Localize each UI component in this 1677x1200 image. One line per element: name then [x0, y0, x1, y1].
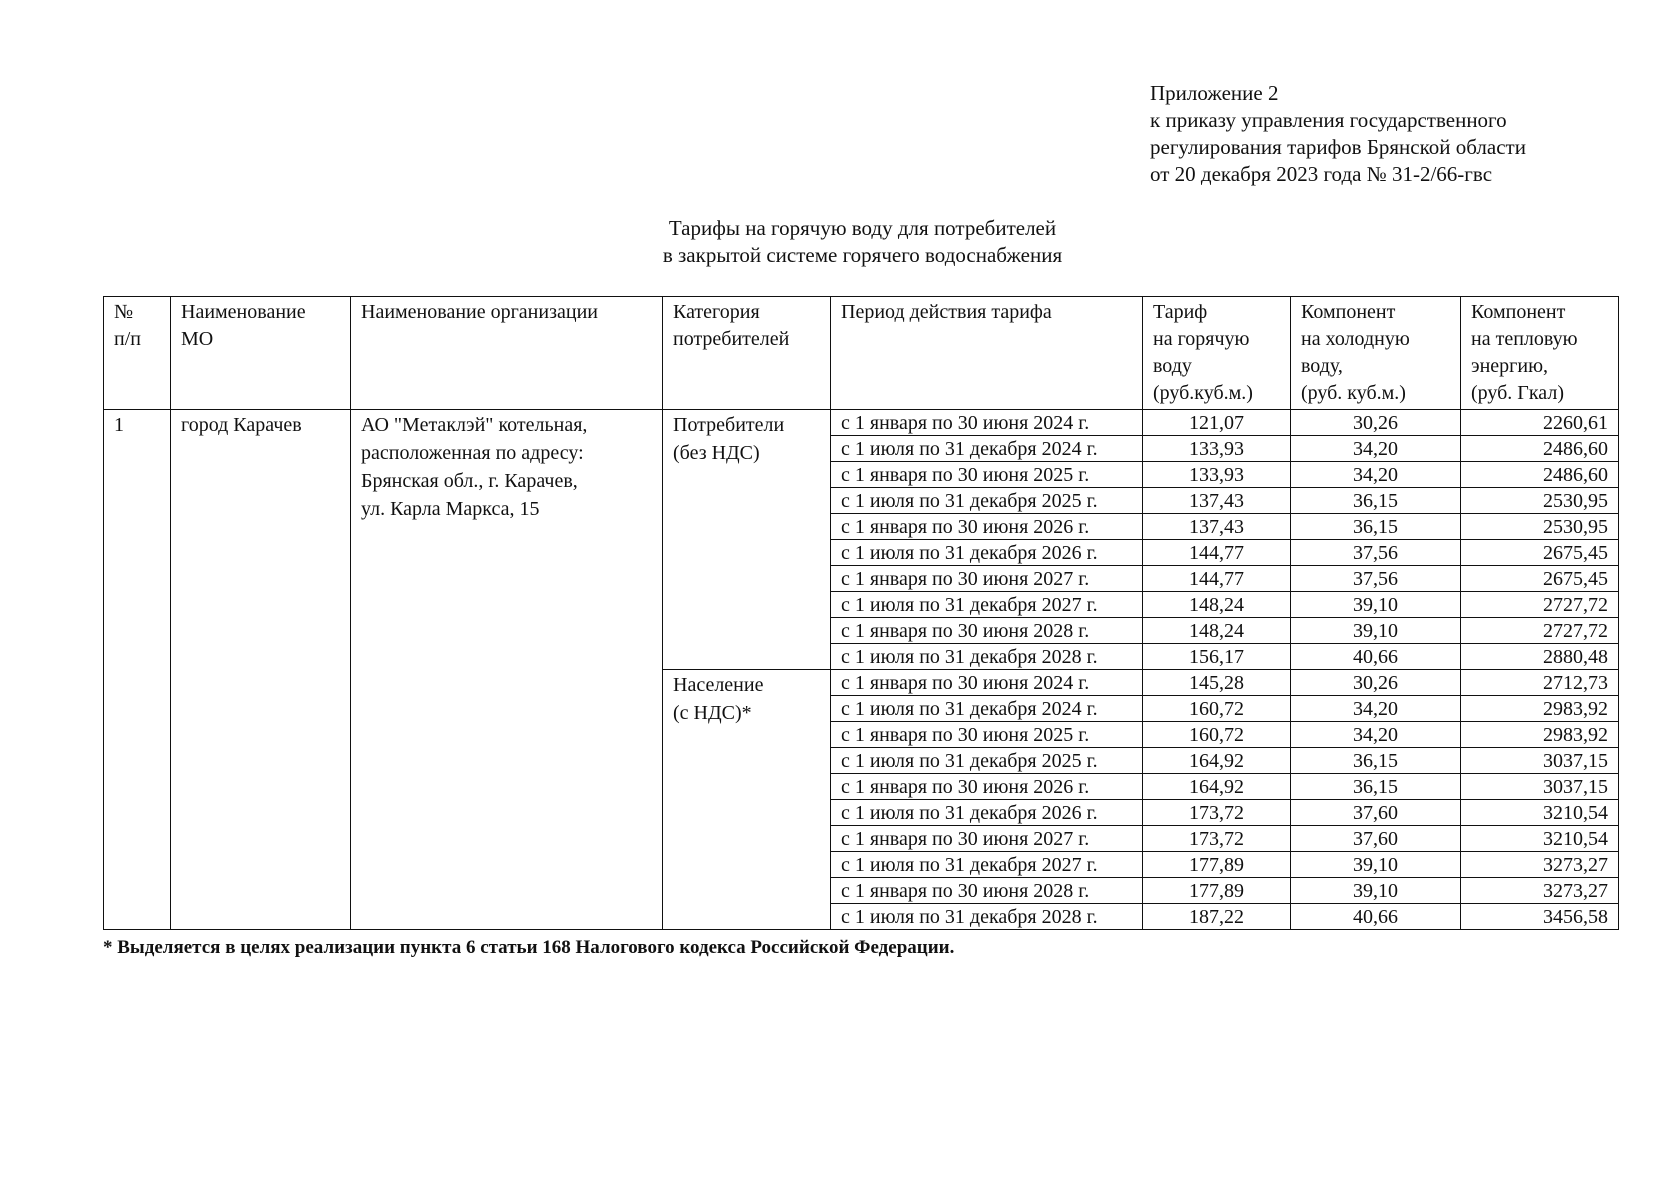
heat-energy-component: 3210,54: [1461, 826, 1619, 852]
cold-water-component: 39,10: [1291, 878, 1461, 904]
cold-water-component: 37,56: [1291, 540, 1461, 566]
tariff-period: с 1 января по 30 июня 2028 г.: [831, 878, 1143, 904]
hot-water-tariff: 133,93: [1143, 462, 1291, 488]
cold-water-component: 36,15: [1291, 514, 1461, 540]
appendix-line: Приложение 2: [1150, 81, 1279, 105]
hot-water-tariff: 164,92: [1143, 774, 1291, 800]
tariff-period: с 1 января по 30 июня 2026 г.: [831, 514, 1143, 540]
hot-water-tariff: 121,07: [1143, 410, 1291, 436]
cold-water-component: 36,15: [1291, 488, 1461, 514]
heat-energy-component: 2675,45: [1461, 566, 1619, 592]
hot-water-tariff: 187,22: [1143, 904, 1291, 930]
header-category: Категория потребителей: [663, 297, 831, 410]
tariff-period: с 1 июля по 31 декабря 2028 г.: [831, 644, 1143, 670]
hot-water-tariff: 137,43: [1143, 514, 1291, 540]
tariff-period: с 1 июля по 31 декабря 2026 г.: [831, 540, 1143, 566]
hot-water-tariff: 177,89: [1143, 852, 1291, 878]
tariff-period: с 1 июля по 31 декабря 2025 г.: [831, 488, 1143, 514]
header-tariff: Тариф на горячую воду (руб.куб.м.): [1143, 297, 1291, 410]
heat-energy-component: 3210,54: [1461, 800, 1619, 826]
heat-energy-component: 3273,27: [1461, 852, 1619, 878]
hot-water-tariff: 133,93: [1143, 436, 1291, 462]
table-body: [104, 410, 1619, 930]
hot-water-tariff: 137,43: [1143, 488, 1291, 514]
header-row: [104, 297, 1619, 410]
cold-water-component: 34,20: [1291, 696, 1461, 722]
cold-water-component: 40,66: [1291, 904, 1461, 930]
document-title: [0, 215, 1677, 269]
tariff-period: с 1 января по 30 июня 2027 г.: [831, 826, 1143, 852]
cold-water-component: 39,10: [1291, 592, 1461, 618]
heat-energy-component: 2486,60: [1461, 436, 1619, 462]
cold-water-component: 36,15: [1291, 748, 1461, 774]
tariff-period: с 1 января по 30 июня 2025 г.: [831, 722, 1143, 748]
heat-energy-component: 3273,27: [1461, 878, 1619, 904]
hot-water-tariff: 145,28: [1143, 670, 1291, 696]
hot-water-tariff: 144,77: [1143, 540, 1291, 566]
tariff-period: с 1 июля по 31 декабря 2024 г.: [831, 436, 1143, 462]
heat-energy-component: 2530,95: [1461, 488, 1619, 514]
header-period: Период действия тарифа: [831, 297, 1143, 410]
entry-mo: город Карачев: [171, 410, 351, 930]
heat-energy-component: 2727,72: [1461, 618, 1619, 644]
hot-water-tariff: 144,77: [1143, 566, 1291, 592]
tariff-table: [103, 296, 1619, 930]
heat-energy-component: 2260,61: [1461, 410, 1619, 436]
tariff-period: с 1 января по 30 июня 2028 г.: [831, 618, 1143, 644]
tariff-period: с 1 января по 30 июня 2024 г.: [831, 670, 1143, 696]
cold-water-component: 36,15: [1291, 774, 1461, 800]
entry-num: 1: [104, 410, 171, 930]
heat-energy-component: 2486,60: [1461, 462, 1619, 488]
header-heat-energy: Компонент на тепловую энергию, (руб. Гкал): [1461, 297, 1619, 410]
consumer-category: [663, 410, 831, 670]
tariff-period: с 1 января по 30 июня 2027 г.: [831, 566, 1143, 592]
entry-organization: [351, 410, 663, 930]
heat-energy-component: 2983,92: [1461, 722, 1619, 748]
tariff-period: с 1 января по 30 июня 2024 г.: [831, 410, 1143, 436]
heat-energy-component: 3037,15: [1461, 748, 1619, 774]
cold-water-component: 40,66: [1291, 644, 1461, 670]
tariff-period: с 1 июля по 31 декабря 2025 г.: [831, 748, 1143, 774]
header-cold-water: Компонент на холодную воду, (руб. куб.м.): [1291, 297, 1461, 410]
header-mo: Наименование МО: [171, 297, 351, 410]
tariff-period: с 1 июля по 31 декабря 2024 г.: [831, 696, 1143, 722]
cold-water-component: 34,20: [1291, 436, 1461, 462]
cold-water-component: 39,10: [1291, 852, 1461, 878]
appendix-block: [1150, 80, 1650, 188]
heat-energy-component: 2675,45: [1461, 540, 1619, 566]
footnote: * Выделяется в целях реализации пункта 6 статьи 168 Налогового кодекса Российской Федерации.: [103, 937, 955, 958]
category-line: (без НДС): [673, 442, 760, 464]
hot-water-tariff: 164,92: [1143, 748, 1291, 774]
hot-water-tariff: 173,72: [1143, 800, 1291, 826]
organization-line: АО "Метаклэй" котельная,: [361, 414, 588, 436]
cold-water-component: 37,60: [1291, 800, 1461, 826]
cold-water-component: 30,26: [1291, 410, 1461, 436]
cold-water-component: 34,20: [1291, 722, 1461, 748]
tariff-period: с 1 июля по 31 декабря 2026 г.: [831, 800, 1143, 826]
hot-water-tariff: 177,89: [1143, 878, 1291, 904]
tariff-period: с 1 июля по 31 декабря 2027 г.: [831, 852, 1143, 878]
tariff-period: с 1 января по 30 июня 2026 г.: [831, 774, 1143, 800]
category-line: Население: [673, 674, 764, 696]
cold-water-component: 30,26: [1291, 670, 1461, 696]
heat-energy-component: 2530,95: [1461, 514, 1619, 540]
tariff-period: с 1 июля по 31 декабря 2027 г.: [831, 592, 1143, 618]
header-organization: Наименование организации: [351, 297, 663, 410]
header-num: № п/п: [104, 297, 171, 410]
heat-energy-component: 2880,48: [1461, 644, 1619, 670]
heat-energy-component: 2727,72: [1461, 592, 1619, 618]
heat-energy-component: 3037,15: [1461, 774, 1619, 800]
organization-line: Брянская обл., г. Карачев,: [361, 470, 578, 492]
hot-water-tariff: 156,17: [1143, 644, 1291, 670]
appendix-line: к приказу управления государственного: [1150, 108, 1507, 132]
cold-water-component: 34,20: [1291, 462, 1461, 488]
tariff-period: с 1 января по 30 июня 2025 г.: [831, 462, 1143, 488]
hot-water-tariff: 148,24: [1143, 592, 1291, 618]
cold-water-component: 39,10: [1291, 618, 1461, 644]
cold-water-component: 37,56: [1291, 566, 1461, 592]
title-line: Тарифы на горячую воду для потребителей: [668, 216, 1057, 240]
hot-water-tariff: 160,72: [1143, 722, 1291, 748]
hot-water-tariff: 160,72: [1143, 696, 1291, 722]
appendix-line: от 20 декабря 2023 года № 31-2/66-гвс: [1150, 162, 1493, 186]
title-line: в закрытой системе горячего водоснабжения: [662, 243, 1063, 267]
hot-water-tariff: 173,72: [1143, 826, 1291, 852]
table-row: [104, 410, 1619, 436]
category-line: (с НДС)*: [673, 702, 752, 724]
heat-energy-component: 2983,92: [1461, 696, 1619, 722]
cold-water-component: 37,60: [1291, 826, 1461, 852]
heat-energy-component: 3456,58: [1461, 904, 1619, 930]
tariff-period: с 1 июля по 31 декабря 2028 г.: [831, 904, 1143, 930]
appendix-line: регулирования тарифов Брянской области: [1150, 135, 1526, 159]
organization-line: ул. Карла Маркса, 15: [361, 498, 540, 520]
consumer-category: [663, 670, 831, 930]
organization-line: расположенная по адресу:: [361, 442, 584, 464]
heat-energy-component: 2712,73: [1461, 670, 1619, 696]
category-line: Потребители: [673, 414, 785, 436]
hot-water-tariff: 148,24: [1143, 618, 1291, 644]
